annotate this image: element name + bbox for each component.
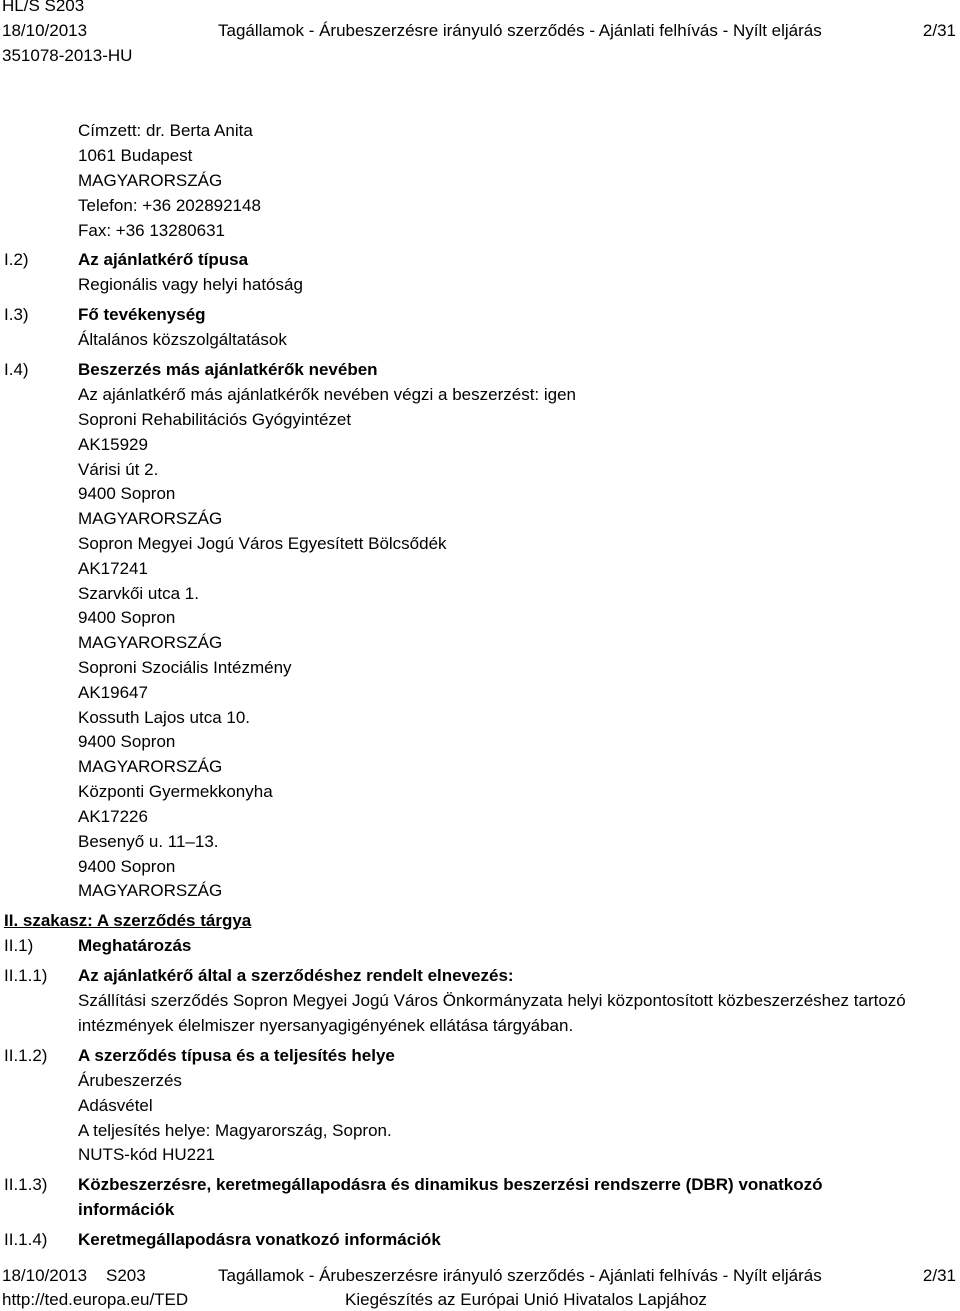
address-country: MAGYARORSZÁG xyxy=(78,171,223,190)
section-number: I.4) xyxy=(4,360,29,379)
footer-url[interactable]: http://ted.europa.eu/TED xyxy=(2,1290,189,1309)
footer-row-1 xyxy=(0,1265,960,1287)
entity-street: Szarvkői utca 1. xyxy=(78,584,199,603)
entity-street: Besenyő u. 11–13. xyxy=(78,832,219,851)
entity-name: Sopron Megyei Jogú Város Egyesített Bölcsődék xyxy=(78,534,447,553)
entity-country: MAGYARORSZÁG xyxy=(78,881,223,900)
section-value: Szállítási szerződés Sopron Megyei Jogú Város Önkormányzata helyi központosított közbeszerzéshez tartozó xyxy=(78,991,906,1010)
entity-code: AK17226 xyxy=(78,807,148,826)
entity-city: 9400 Sopron xyxy=(78,857,176,876)
header-series: HL/S S203 xyxy=(2,0,85,15)
section-number: II.1.2) xyxy=(4,1046,48,1065)
section-title: Keretmegállapodásra vonatkozó információk xyxy=(78,1230,441,1249)
section-title: A szerződés típusa és a teljesítés helye xyxy=(78,1046,395,1065)
footer-row-2 xyxy=(0,1289,960,1311)
section-value: NUTS-kód HU221 xyxy=(78,1145,215,1164)
address-fax: Fax: +36 13280631 xyxy=(78,221,225,240)
section-title: Közbeszerzésre, keretmegállapodásra és dinamikus beszerzési rendszerre (DBR) vonatkozó xyxy=(78,1175,823,1194)
entity-country: MAGYARORSZÁG xyxy=(78,757,223,776)
header-row-2 xyxy=(0,20,960,42)
entity-city: 9400 Sopron xyxy=(78,732,176,751)
entity-city: 9400 Sopron xyxy=(78,608,176,627)
section-title: Beszerzés más ajánlatkérők nevében xyxy=(78,360,378,379)
section-number: II.1.4) xyxy=(4,1230,48,1249)
section-title: Meghatározás xyxy=(78,936,192,955)
header-page: 2/31 xyxy=(922,21,956,40)
entity-country: MAGYARORSZÁG xyxy=(78,633,223,652)
footer-page: 2/31 xyxy=(922,1266,956,1285)
entity-street: Kossuth Lajos utca 10. xyxy=(78,708,251,727)
section-title: Az ajánlatkérő típusa xyxy=(78,250,249,269)
header-row-1 xyxy=(0,0,960,17)
address-recipient: Címzett: dr. Berta Anita xyxy=(78,121,253,140)
section-number: II.1) xyxy=(4,936,34,955)
section-value: Regionális vagy helyi hatóság xyxy=(78,275,303,294)
section-number: I.2) xyxy=(4,250,29,269)
section-value: Az ajánlatkérő más ajánlatkérők nevében végzi a beszerzést: igen xyxy=(78,385,577,404)
entity-city: 9400 Sopron xyxy=(78,484,176,503)
section-title: Az ajánlatkérő által a szerződéshez rendelt elnevezés: xyxy=(78,966,514,985)
footer-title: Tagállamok - Árubeszerzésre irányuló szerződés - Ajánlati felhívás - Nyílt eljárás xyxy=(218,1266,822,1285)
header-row-3 xyxy=(0,45,960,67)
entity-name: Központi Gyermekkonyha xyxy=(78,782,273,801)
address-phone: Telefon: +36 202892148 xyxy=(78,196,261,215)
entity-name: Soproni Rehabilitációs Gyógyintézet xyxy=(78,410,352,429)
entity-name: Soproni Szociális Intézmény xyxy=(78,658,292,677)
section-value: intézmények élelmiszer nyersanyagigényének ellátása tárgyában. xyxy=(78,1016,574,1035)
section-value: Adásvétel xyxy=(78,1096,153,1115)
section-value: Általános közszolgáltatások xyxy=(78,330,287,349)
section-title-cont: információk xyxy=(78,1200,175,1219)
entity-country: MAGYARORSZÁG xyxy=(78,509,223,528)
section-value: Árubeszerzés xyxy=(78,1071,182,1090)
address-city: 1061 Budapest xyxy=(78,146,193,165)
section-title: Fő tevékenység xyxy=(78,305,206,324)
entity-code: AK17241 xyxy=(78,559,148,578)
footer-publisher: Kiegészítés az Európai Unió Hivatalos Lapjához xyxy=(345,1290,707,1309)
entity-code: AK15929 xyxy=(78,435,148,454)
entity-street: Várisi út 2. xyxy=(78,460,159,479)
footer-date-series: 18/10/2013 S203 xyxy=(2,1266,146,1285)
header-date: 18/10/2013 xyxy=(2,21,88,40)
section-number: II.1.1) xyxy=(4,966,48,985)
part-heading: II. szakasz: A szerződés tárgya xyxy=(4,911,252,930)
section-number: I.3) xyxy=(4,305,29,324)
section-number: II.1.3) xyxy=(4,1175,48,1194)
section-value: A teljesítés helye: Magyarország, Sopron. xyxy=(78,1121,392,1140)
header-doc-id: 351078-2013-HU xyxy=(2,46,133,65)
entity-code: AK19647 xyxy=(78,683,148,702)
header-title: Tagállamok - Árubeszerzésre irányuló szerződés - Ajánlati felhívás - Nyílt eljárás xyxy=(218,21,822,40)
